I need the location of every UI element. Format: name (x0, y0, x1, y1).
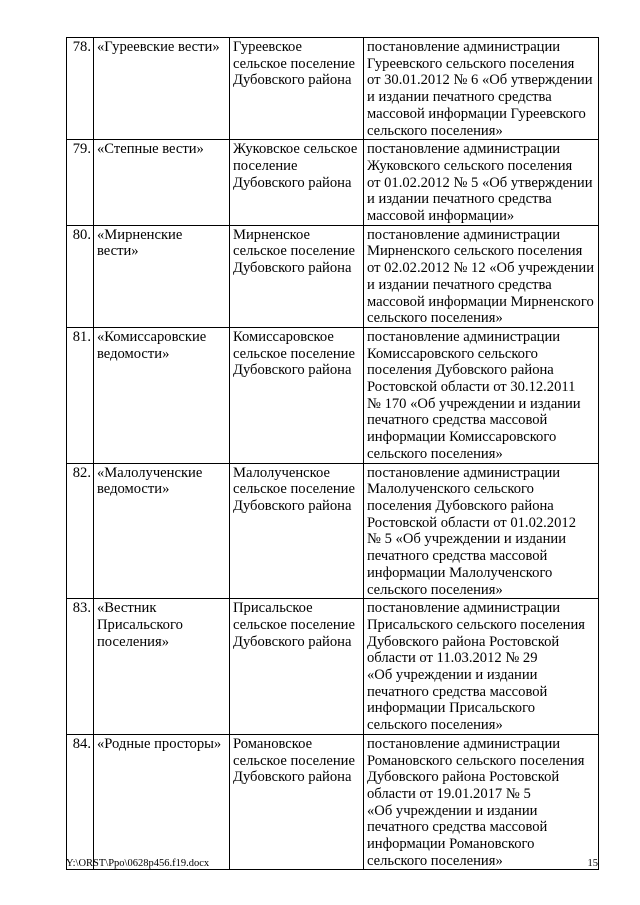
footer-page-number: 15 (587, 858, 598, 869)
publication-name-cell: «Малолученские ведомости» (94, 463, 230, 599)
row-number-cell: 82. (67, 463, 94, 599)
table-row (67, 599, 599, 735)
founding-document-cell: постановление администрации Жуковского сельского поселения от 01.02.2012 № 5 «Об утверждении и издании печатного средства массовой информации» (364, 140, 599, 226)
table-row (67, 225, 599, 327)
row-number-cell: 83. (67, 599, 94, 735)
settlement-cell: Присальское сельское поселение Дубовского района (230, 599, 364, 735)
publication-name-cell: «Комиссаровские ведомости» (94, 327, 230, 463)
founding-document-cell: постановление администрации Комиссаровского сельского поселения Дубовского района Ростовской области от 30.12.2011 № 170 «Об учреждении и издании печатного средства массовой информации Комиссаровского сельского поселения» (364, 327, 599, 463)
founding-document-cell: постановление администрации Мирненского сельского поселения от 02.02.2012 № 12 «Об учреждении и издании печатного средства массовой информации Мирненского сельского поселения» (364, 225, 599, 327)
settlement-cell: Жуковское сельское поселение Дубовского района (230, 140, 364, 226)
publication-name-cell: «Родные просторы» (94, 734, 230, 870)
row-number-cell: 80. (67, 225, 94, 327)
row-number-cell: 79. (67, 140, 94, 226)
founding-document-cell: постановление администрации Романовского сельского поселения Дубовского района Ростовской области от 19.01.2017 № 5 «Об учреждении и издании печатного средства массовой информации Романовского сельского поселения» (364, 734, 599, 870)
row-number-cell: 81. (67, 327, 94, 463)
row-number-cell: 84. (67, 734, 94, 870)
publication-name-cell: «Степные вести» (94, 140, 230, 226)
publication-name-cell: «Гуреевские вести» (94, 38, 230, 140)
footer-file-path: Y:\ORST\Ppo\0628p456.f19.docx (66, 858, 210, 869)
table-row (67, 734, 599, 870)
founding-document-cell: постановление администрации Гуреевского сельского поселения от 30.01.2012 № 6 «Об утверждении и издании печатного средства массовой информации Гуреевского сельского поселения» (364, 38, 599, 140)
publication-name-cell: «Мирненские вести» (94, 225, 230, 327)
settlement-cell: Гуреевское сельское поселение Дубовского района (230, 38, 364, 140)
registry-table (66, 37, 599, 870)
publication-name-cell: «Вестник Присальского поселения» (94, 599, 230, 735)
founding-document-cell: постановление администрации Малолученского сельского поселения Дубовского района Ростовской области от 01.02.2012 № 5 «Об учреждении и издании печатного средства массовой информации Малолученского сельского поселения» (364, 463, 599, 599)
settlement-cell: Малолученское сельское поселение Дубовского района (230, 463, 364, 599)
table-row (67, 140, 599, 226)
settlement-cell: Мирненское сельское поселение Дубовского района (230, 225, 364, 327)
settlement-cell: Комиссаровское сельское поселение Дубовского района (230, 327, 364, 463)
row-number-cell: 78. (67, 38, 94, 140)
registry-table-body (67, 38, 599, 870)
table-row (67, 463, 599, 599)
founding-document-cell: постановление администрации Присальского сельского поселения Дубовского района Ростовской области от 11.03.2012 № 29 «Об учреждении и издании печатного средства массовой информации Присальского сельского поселения» (364, 599, 599, 735)
settlement-cell: Романовское сельское поселение Дубовского района (230, 734, 364, 870)
table-row (67, 38, 599, 140)
table-row (67, 327, 599, 463)
